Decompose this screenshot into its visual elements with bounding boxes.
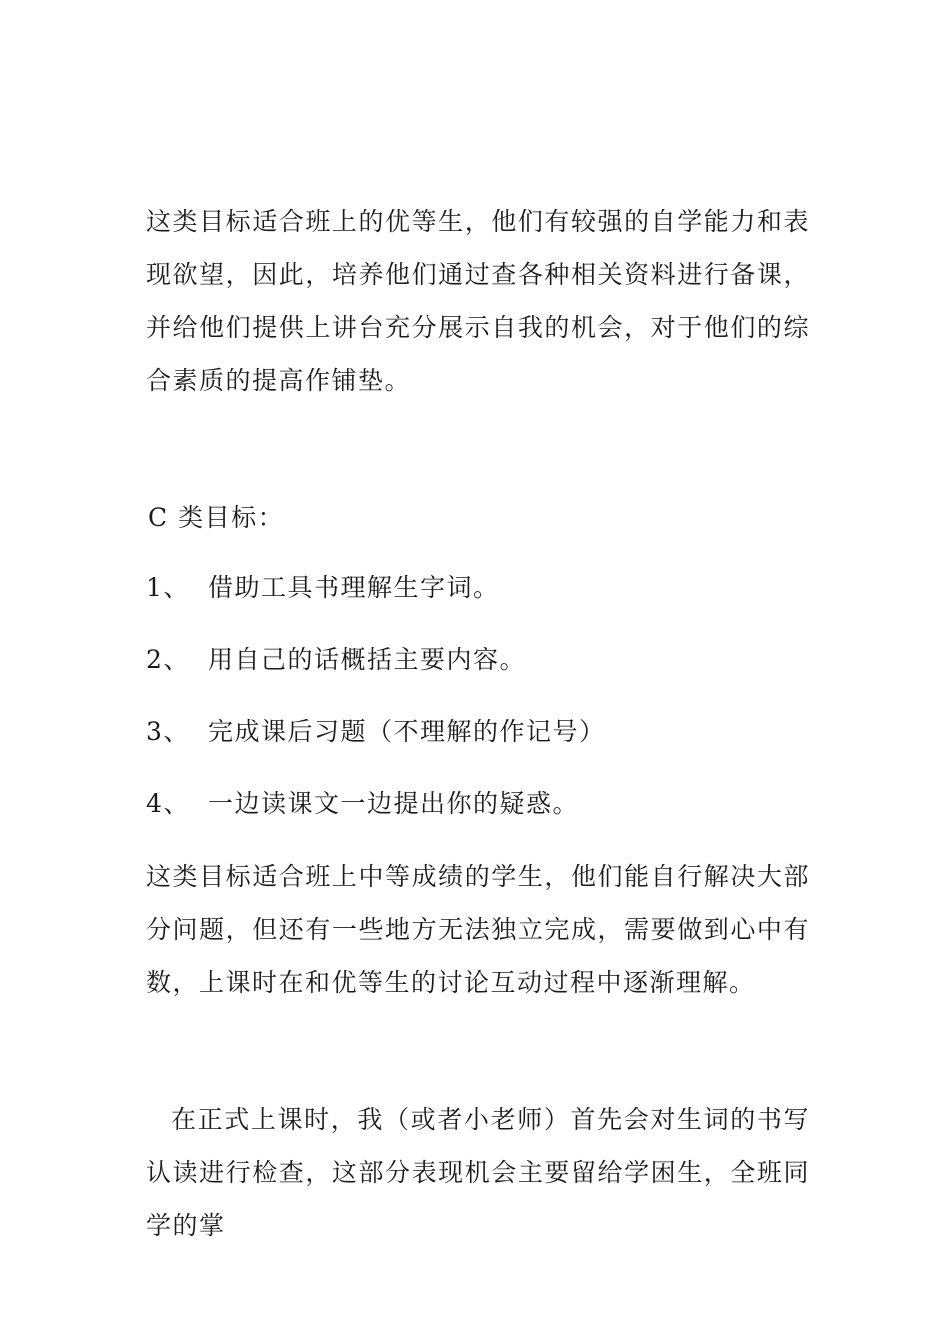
list-item-number: 1、	[146, 573, 190, 602]
list-item-text: 借助工具书理解生字词。	[208, 573, 500, 602]
paragraph-c-goal-description: 这类目标适合班上中等成绩的学生，他们能自行解决大部分问题，但还有一些地方无法独立完成，需要做到心中有数，上课时在和优等生的讨论互动过程中逐渐理解。	[146, 862, 810, 997]
list-item-text: 一边读课文一边提出你的疑惑。	[208, 789, 580, 818]
list-item	[146, 786, 579, 822]
list-item-number: 3、	[146, 717, 190, 746]
list-item	[146, 714, 606, 750]
list-item-number: 2、	[146, 645, 190, 674]
list-item	[146, 570, 500, 606]
list-item-text: 完成课后习题（不理解的作记号）	[208, 717, 606, 746]
heading-c-goals: C 类目标：	[148, 503, 285, 532]
list-item-number: 4、	[146, 789, 190, 818]
paragraph-class-procedure: 在正式上课时，我（或者小老师）首先会对生词的书写认读进行检查，这部分表现机会主要留给学困生，全班同学的掌	[146, 1105, 810, 1240]
list-item-text: 用自己的话概括主要内容。	[208, 645, 527, 674]
paragraph-a-goal-description: 这类目标适合班上的优等生，他们有较强的自学能力和表现欲望，因此，培养他们通过查各种相关资料进行备课，并给他们提供上讲台充分展示自我的机会，对于他们的综合素质的提高作铺垫。	[146, 207, 810, 395]
list-item	[146, 642, 526, 678]
